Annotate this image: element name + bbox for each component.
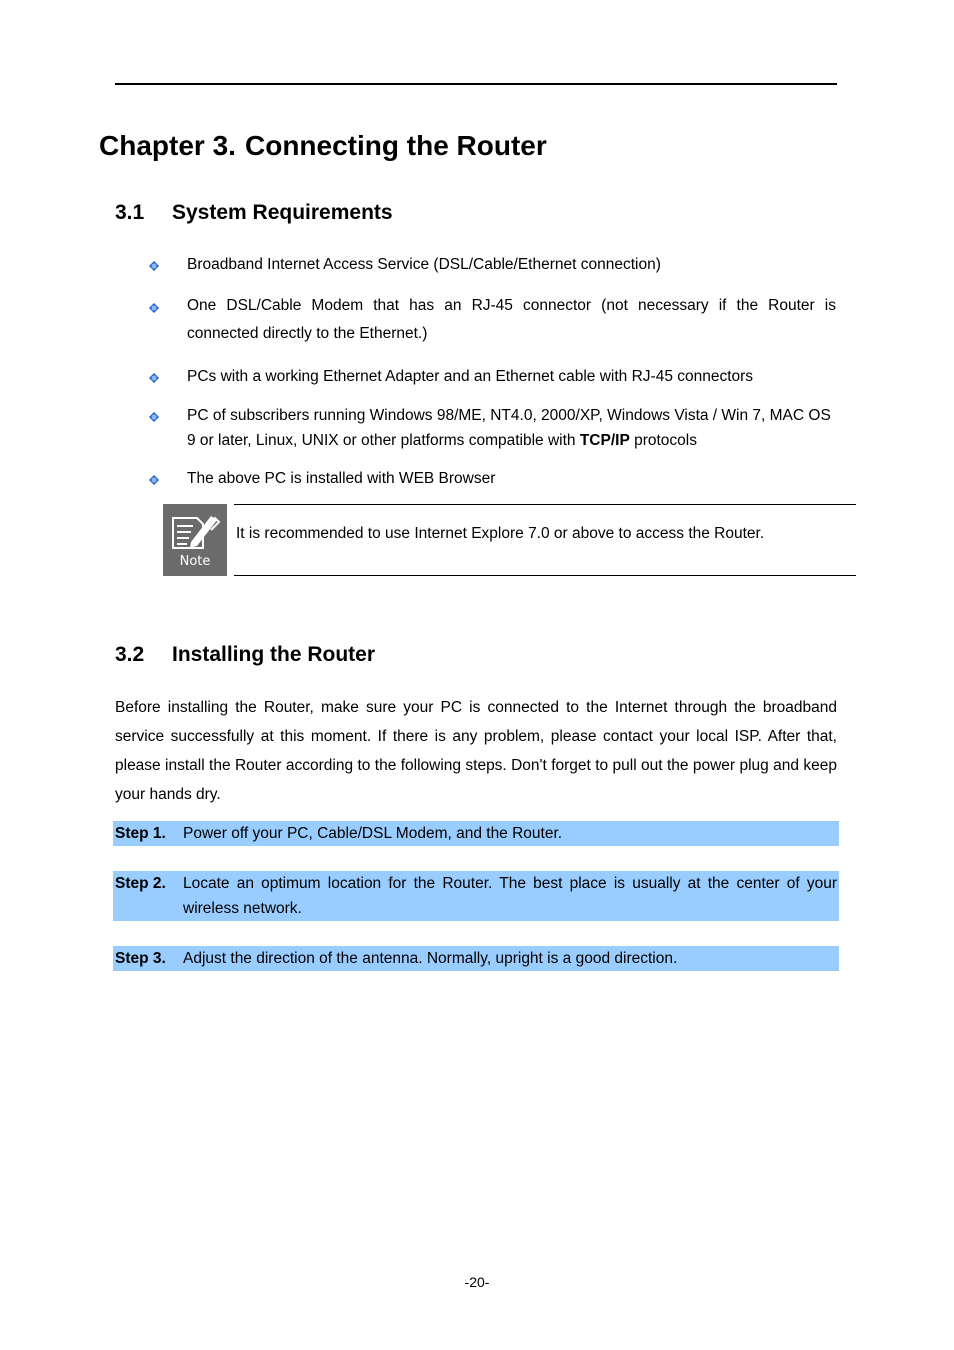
step-label: Step 2.: [115, 875, 166, 892]
step-row: [113, 821, 839, 846]
header-rule: [115, 83, 837, 85]
page-number: -20-: [464, 1274, 490, 1290]
installation-intro: Before installing the Router, make sure your PC is connected to the Internet through the broadband service successfully at this moment. If there is any problem, please contact your local ISP. After that, please install the Router according to the following steps. Don't forget to pull out the power plug and keep your hands dry.: [115, 699, 837, 803]
bullet-icon: [149, 412, 159, 422]
step-label: Step 3.: [115, 950, 166, 967]
protocol-name: TCP/IP: [579, 432, 630, 449]
step-row: [113, 871, 839, 921]
chapter-number: Chapter 3.: [99, 130, 236, 161]
bullet-icon: [149, 261, 159, 271]
section-title-text: Installing the Router: [172, 643, 376, 666]
note-icon-label: Note: [179, 554, 211, 569]
note-text: It is recommended to use Internet Explore 7.0 or above to access the Router.: [236, 525, 765, 542]
requirement-text: protocols: [629, 432, 697, 449]
requirement-item: Broadband Internet Access Service (DSL/Cable/Ethernet connection): [187, 256, 661, 273]
section-title-text: System Requirements: [172, 201, 393, 224]
requirement-text: PC of subscribers running Windows 98/ME, NT4.0, 2000/XP, Windows Vista / Win 7, MAC OS 9 or later, Linux, UNIX or other platforms compatible with: [187, 407, 831, 449]
section-heading-installing: [115, 641, 375, 669]
note-top-rule: [234, 504, 856, 505]
requirement-item: One DSL/Cable Modem that has an RJ-45 connector (not necessary if the Router is connected directly to the Ethernet.): [187, 297, 836, 342]
note-bottom-rule: [234, 575, 856, 576]
step-text: Power off your PC, Cable/DSL Modem, and the Router.: [183, 825, 563, 842]
note-icon: [163, 504, 227, 576]
bullet-icon: [149, 475, 159, 485]
requirement-item: The above PC is installed with WEB Browser: [187, 470, 496, 487]
section-number: 3.1: [115, 201, 145, 224]
chapter-title-text: Connecting the Router: [245, 130, 547, 161]
section-heading-system-requirements: [115, 199, 393, 227]
section-number: 3.2: [115, 643, 145, 666]
requirement-item: PCs with a working Ethernet Adapter and an Ethernet cable with RJ-45 connectors: [187, 368, 754, 385]
step-label: Step 1.: [115, 825, 166, 842]
step-row: [113, 946, 839, 971]
step-text: Adjust the direction of the antenna. Normally, upright is a good direction.: [183, 950, 678, 967]
step-text: Locate an optimum location for the Router. The best place is usually at the center of your wireless network.: [183, 875, 837, 917]
chapter-title: [99, 127, 547, 165]
bullet-icon: [149, 373, 159, 383]
bullet-icon: [149, 303, 159, 313]
requirement-item: [187, 403, 836, 453]
